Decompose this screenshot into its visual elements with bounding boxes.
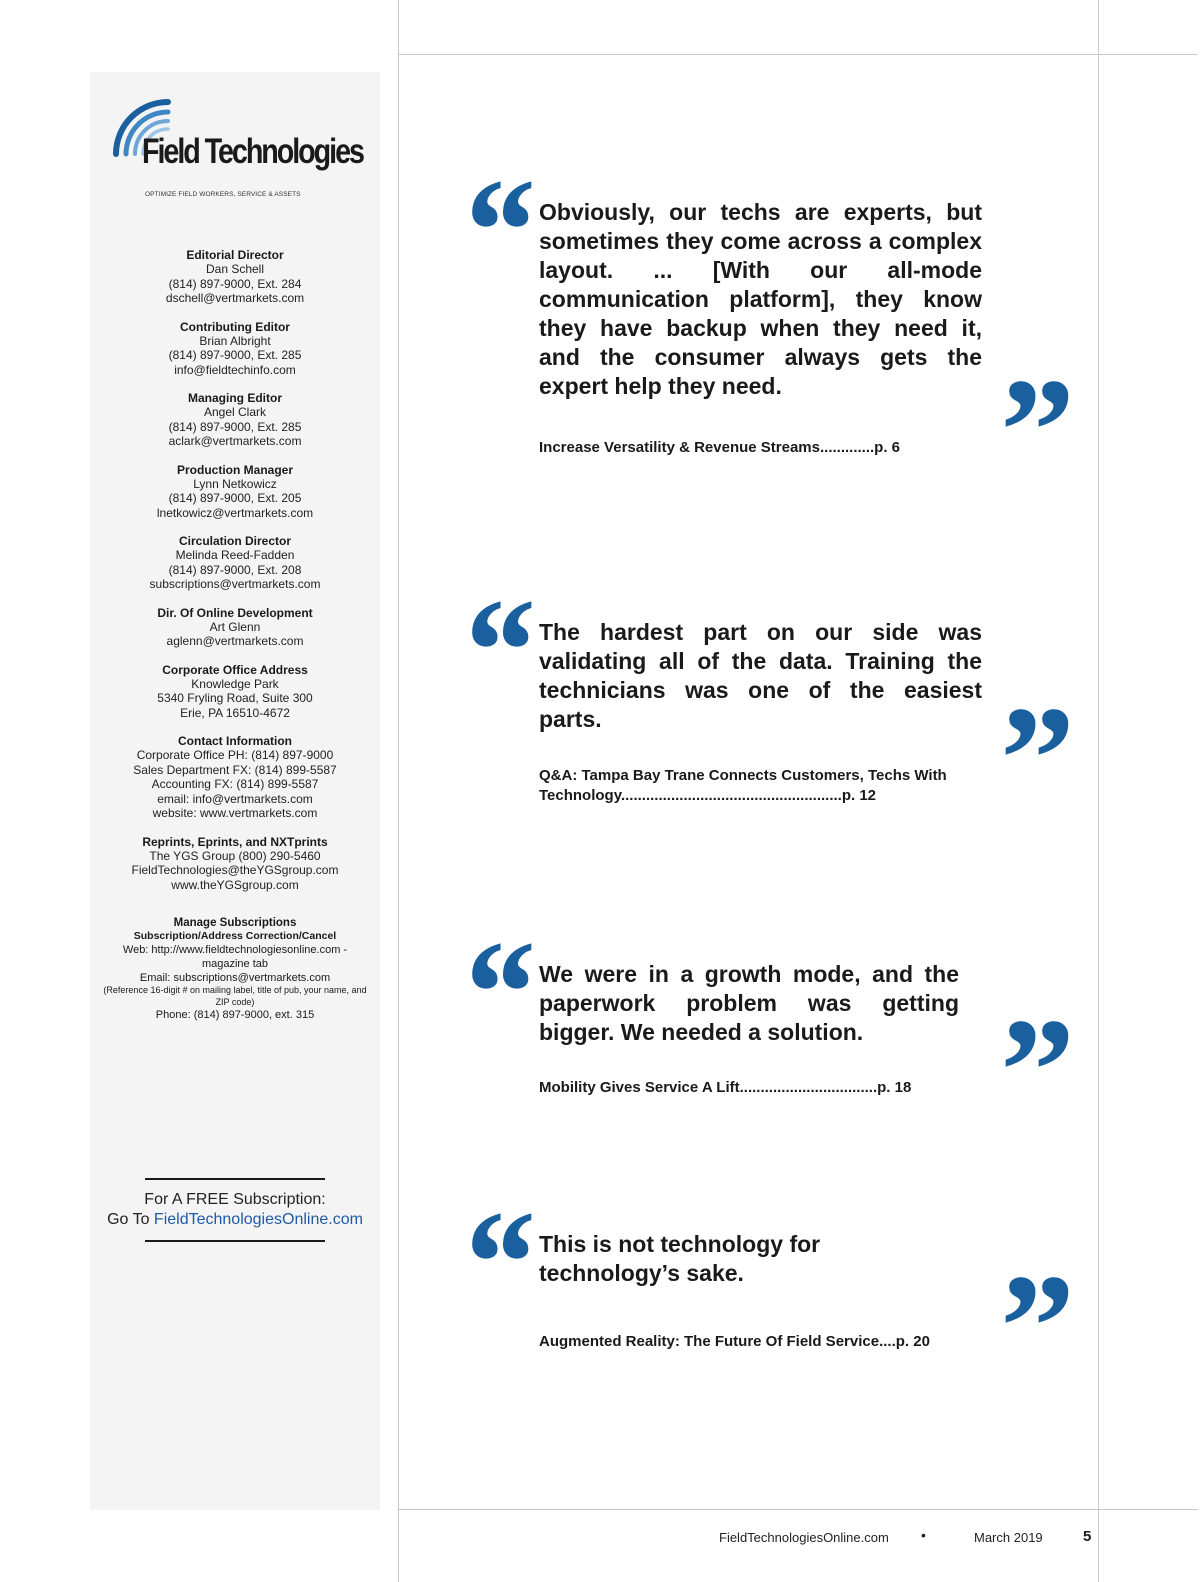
close-quote-mark-icon: ” [1000, 676, 1075, 842]
quote-page-reference[interactable]: Mobility Gives Service A Lift.................................p. 18 [539, 1079, 912, 1096]
staff-entry [90, 320, 380, 378]
manage-subscriptions [98, 916, 372, 1022]
manage-title: Manage Subscriptions [173, 917, 297, 929]
staff-role: Production Manager [176, 462, 293, 477]
staff-detail: Art Glenn [209, 619, 261, 634]
open-quote-mark-icon: “ [458, 148, 533, 314]
staff-detail: (814) 897-9000, Ext. 205 [168, 491, 302, 505]
staff-detail[interactable]: dschell@vertmarkets.com [165, 291, 305, 305]
staff-role: Contributing Editor [180, 319, 290, 334]
close-quote-mark-icon: ” [1000, 988, 1075, 1154]
quote-text: This is not technology for technology’s sake. [539, 1231, 821, 1286]
manage-web[interactable]: Web: http://www.fieldtechnologiesonline.com - magazine tab [122, 944, 348, 970]
manage-subtitle: Subscription/Address Correction/Cancel [133, 930, 337, 942]
staff-role: Contact Information [178, 734, 292, 748]
staff-entry [90, 734, 380, 821]
quote-page-reference[interactable]: Augmented Reality: The Future Of Field Service....p. 20 [539, 1333, 930, 1350]
staff-detail: Brian Albright [199, 333, 271, 348]
quote-page-reference[interactable]: Q&A: Tampa Bay Trane Connects Customers, Techs With Technology.....................................................p. 12 [539, 767, 947, 804]
staff-list [90, 248, 380, 906]
staff-entry [90, 463, 380, 521]
staff-role: Corporate Office Address [162, 662, 308, 677]
staff-entry [90, 534, 380, 592]
free-sub-prefix: Go To [107, 1211, 154, 1228]
footer-bullet: • [921, 1527, 926, 1543]
staff-detail[interactable]: email: info@vertmarkets.com [157, 791, 313, 806]
staff-detail[interactable]: aclark@vertmarkets.com [168, 434, 302, 448]
staff-detail: (814) 897-9000, Ext. 208 [168, 562, 302, 577]
masthead-sidebar [90, 72, 380, 1510]
staff-detail[interactable]: aglenn@vertmarkets.com [166, 634, 304, 648]
staff-detail: Knowledge Park [191, 676, 279, 691]
free-sub-rule-top [145, 1178, 325, 1180]
quote-page-reference[interactable]: Increase Versatility & Revenue Streams.............p. 6 [539, 439, 901, 456]
free-sub-rule-bottom [145, 1240, 325, 1242]
quote-text: Obviously, our techs are experts, but sometimes they come across a complex layout. ... [With our all-mode communication platform], they know they have backup when they need it, and the consumer always gets the expert help they need. [539, 199, 982, 399]
free-sub-link[interactable]: FieldTechnologiesOnline.com [153, 1211, 363, 1228]
frame-line-left [398, 0, 399, 1582]
close-quote-mark-icon: ” [1000, 348, 1075, 514]
staff-detail: Accounting FX: (814) 899-5587 [151, 777, 319, 791]
open-quote-mark-icon: “ [458, 1180, 533, 1346]
free-sub-line2 [90, 1210, 380, 1230]
staff-detail: Erie, PA 16510-4672 [180, 705, 290, 720]
frame-line-top [398, 54, 1198, 55]
staff-detail: The YGS Group (800) 290-5460 [149, 848, 321, 863]
manage-phone: Phone: (814) 897-9000, ext. 315 [155, 1009, 315, 1021]
open-quote-mark-icon: “ [458, 910, 533, 1076]
frame-line-right [1098, 0, 1099, 1582]
footer-date: March 2019 [974, 1530, 1043, 1545]
staff-detail: Angel Clark [203, 405, 267, 419]
open-quote-mark-icon: “ [458, 568, 533, 734]
staff-detail[interactable]: FieldTechnologies@theYGSgroup.com [131, 863, 339, 877]
manage-email[interactable]: Email: subscriptions@vertmarkets.com [139, 972, 331, 984]
staff-role: Circulation Director [178, 534, 292, 548]
staff-detail: Lynn Netkowicz [193, 476, 277, 491]
staff-detail: Corporate Office PH: (814) 897-9000 [136, 748, 334, 762]
logo-tagline: OPTIMIZE FIELD WORKERS, SERVICE & ASSETS [145, 191, 301, 198]
staff-entry [90, 606, 380, 649]
staff-role: Reprints, Eprints, and NXTprints [142, 834, 328, 849]
staff-entry [90, 835, 380, 893]
quote-text: The hardest part on our side was validating all of the data. Training the technicians was one of the easiest parts. [539, 619, 982, 732]
staff-detail: Melinda Reed-Fadden [175, 548, 295, 562]
staff-role: Dir. Of Online Development [157, 605, 313, 620]
staff-detail[interactable]: info@fieldtechinfo.com [174, 362, 296, 377]
staff-detail: (814) 897-9000, Ext. 285 [168, 419, 302, 434]
staff-detail: Sales Department FX: (814) 899-5587 [133, 762, 337, 777]
staff-entry [90, 248, 380, 306]
logo-wordmark: Field Technologies [142, 132, 363, 171]
staff-role: Editorial Director [186, 248, 284, 262]
logo [108, 94, 378, 198]
frame-line-bottom [398, 1509, 1198, 1510]
quote-text: We were in a growth mode, and the paperwork problem was getting bigger. We needed a solution. [539, 961, 959, 1045]
staff-detail: (814) 897-9000, Ext. 285 [168, 348, 302, 362]
staff-entry [90, 663, 380, 721]
footer-site[interactable]: FieldTechnologiesOnline.com [719, 1530, 889, 1545]
staff-detail[interactable]: subscriptions@vertmarkets.com [149, 577, 321, 591]
staff-entry [90, 391, 380, 449]
staff-detail: 5340 Fryling Road, Suite 300 [157, 691, 313, 705]
staff-detail[interactable]: website: www.vertmarkets.com [152, 806, 318, 820]
staff-detail[interactable]: lnetkowicz@vertmarkets.com [156, 505, 314, 520]
staff-detail: Dan Schell [205, 262, 265, 276]
page-number: 5 [1083, 1528, 1092, 1545]
free-sub-line1: For A FREE Subscription: [144, 1191, 326, 1208]
staff-detail: (814) 897-9000, Ext. 284 [168, 276, 302, 291]
free-subscription [90, 1178, 380, 1242]
staff-detail[interactable]: www.theYGSgroup.com [171, 877, 299, 892]
staff-role: Managing Editor [188, 391, 282, 405]
close-quote-mark-icon: ” [1000, 1244, 1075, 1410]
manage-reference: (Reference 16-digit # on mailing label, title of pub, your name, and ZIP code) [103, 985, 367, 1007]
